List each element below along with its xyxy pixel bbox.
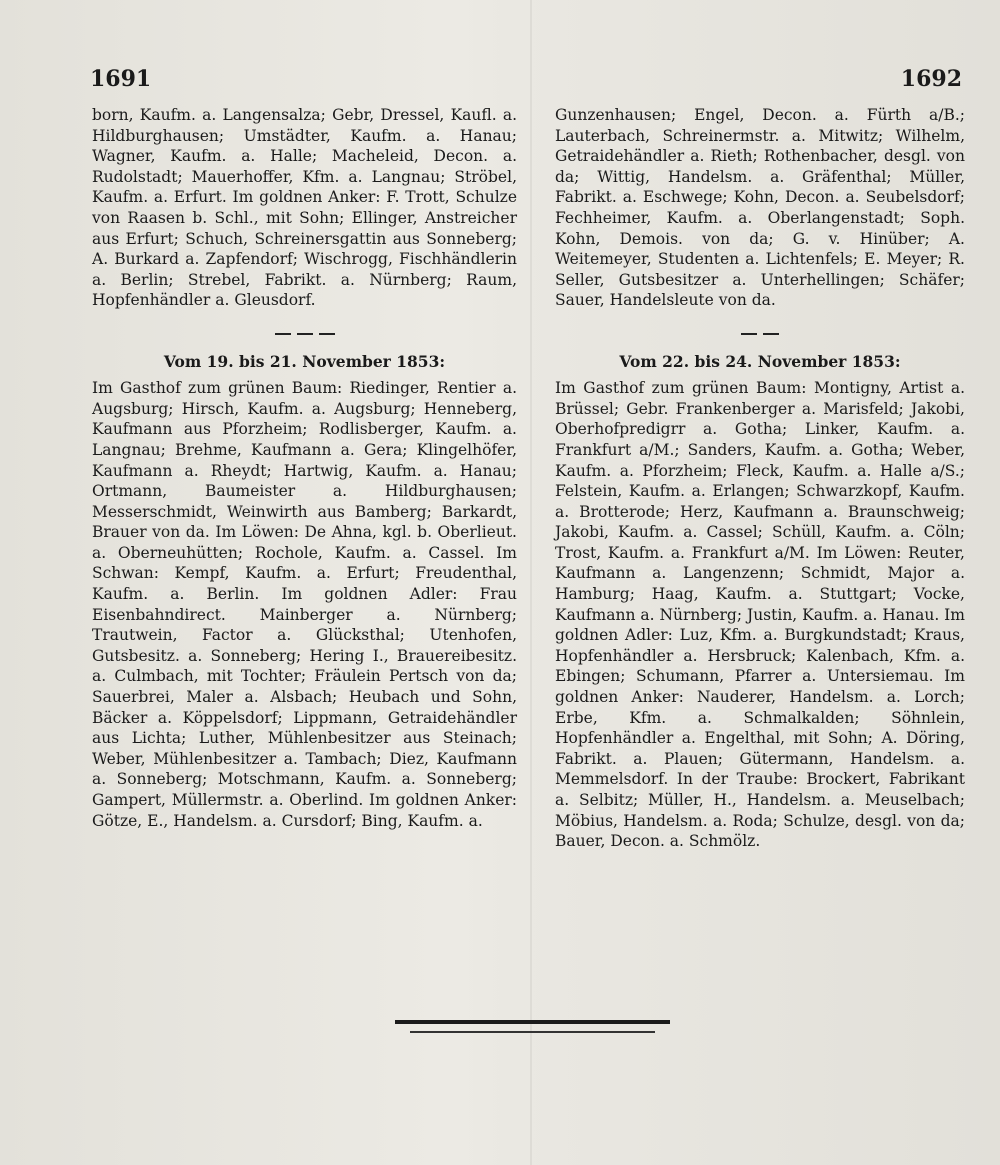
end-rule-thick — [395, 1020, 670, 1024]
left-section-heading: Vom 19. bis 21. November 1853: — [163, 351, 446, 371]
left-column — [92, 105, 517, 831]
page-number-left: 1691 — [90, 66, 152, 92]
section-separator — [92, 323, 517, 344]
page-fold — [530, 0, 532, 1165]
left-intro-paragraph: born, Kaufm. a. Langensalza; Gebr, Dressel, Kaufl. a. Hildburghausen; Umstädter, Kaufm. a. Hanau; Wagner, Kaufm. a. Halle; Macheleid, Decon. a. Rudolstadt; Mauerhoffer, Kfm. a. Langnau; Ströbel, Kaufm. a. Erfurt. Im goldnen Anker: F. Trott, Schulze von Raasen b. Schl., mit Sohn; Ellinger, Anstreicher aus Erfurt; Schuch, Schreinersgattin aus Sonneberg; A. Burkard a. Zapfendorf; Wischrogg, Fischhändlerin a. Berlin; Strebel, Fabrikt. a. Nürnberg; Raum, Hopfenhändler a. Gleusdorf. — [92, 106, 517, 310]
right-column — [555, 105, 965, 852]
left-section-paragraph: Im Gasthof zum grünen Baum: Riedinger, Rentier a. Augsburg; Hirsch, Kaufm. a. Augsburg; Henneberg, Kaufmann aus Pforzheim; Rodlisberger, Kaufm. a. Langnau; Brehme, Kaufmann a. Gera; Klingelhöfer, Kaufmann a. Rheydt; Hartwig, Kaufm. a. Hanau; Ortmann, Baumeister a. Hildburghausen; Messerschmidt, Weinwirth aus Bamberg; Barkardt, Brauer von da. Im Löwen: De Ahna, kgl. b. Oberlieut. a. Oberneuhütten; Rochole, Kaufm. a. Cassel. Im Schwan: Kempf, Kaufm. a. Erfurt; Freudenthal, Kaufm. a. Berlin. Im goldnen Adler: Frau Eisenbahndirect. Mainberger a. Nürnberg; Trautwein, Factor a. Glücksthal; Utenhofen, Gutsbesitz. a. Sonneberg; Hering I., Brauereibesitz. a. Culmbach, mit Tochter; Fräulein Pertsch von da; Sauerbrei, Maler a. Alsbach; Heubach und Sohn, Bäcker a. Köppelsdorf; Lippmann, Getraidehändler aus Lichta; Luther, Mühlenbesitzer aus Steinach; Weber, Mühlenbesitzer a. Tambach; Diez, Kaufmann a. Sonneberg; Motschmann, Kaufm. a. Sonneberg; Gampert, Müllermstr. a. Oberlind. Im goldnen Anker: Götze, E., Handelsm. a. Cursdorf; Bing, Kaufm. a. — [92, 379, 517, 830]
section-separator — [555, 323, 965, 344]
right-intro-paragraph: Gunzenhausen; Engel, Decon. a. Fürth a/B.; Lauterbach, Schreinermstr. a. Mitwitz; Wilhelm, Getraidehändler a. Rieth; Rothenbacher, desgl. von da; Wittig, Handelsm. a. Gräfenthal; Müller, Fabrikt. a. Eschwege; Kohn, Decon. a. Seubelsdorf; Fechheimer, Kaufm. a. Oberlangenstadt; Soph. Kohn, Demois. von da; G. v. Hinüber; A. Weitemeyer, Studenten a. Lichtenfels; E. Meyer; R. Seller, Gutsbesitzer a. Unterhellingen; Schäfer; Sauer, Handelsleute von da. — [555, 106, 965, 310]
right-section-heading: Vom 22. bis 24. November 1853: — [619, 351, 901, 371]
end-rule-thin — [410, 1031, 655, 1033]
page-number-right: 1692 — [900, 66, 962, 92]
right-section-paragraph: Im Gasthof zum grünen Baum: Montigny, Artist a. Brüssel; Gebr. Frankenberger a. Marisfeld; Jakobi, Oberhofpredigrr a. Gotha; Linker, Kaufm. a. Frankfurt a/M.; Sanders, Kaufm. a. Gotha; Weber, Kaufm. a. Pforzheim; Fleck, Kaufm. a. Halle a/S.; Felstein, Kaufm. a. Erlangen; Schwarzkopf, Kaufm. a. Brotterode; Herz, Kaufmann a. Braunschweig; Jakobi, Kaufm. a. Cassel; Schüll, Kaufm. a. Cöln; Trost, Kaufm. a. Frankfurt a/M. Im Löwen: Reuter, Kaufmann a. Langenzenn; Schmidt, Major a. Hamburg; Haag, Kaufm. a. Stuttgart; Vocke, Kaufmann a. Nürnberg; Justin, Kaufm. a. Hanau. Im goldnen Adler: Luz, Kfm. a. Burgkundstadt; Kraus, Hopfenhändler a. Hersbruck; Kalenbach, Kfm. a. Ebingen; Schumann, Pfarrer a. Untersiemau. Im goldnen Anker: Nauderer, Handelsm. a. Lorch; Erbe, Kfm. a. Schmalkalden; Söhnlein, Hopfenhändler a. Engelthal, mit Sohn; A. Döring, Fabrikt. a. Plauen; Gütermann, Handelsm. a. Memmelsdorf. In der Traube: Brockert, Fabrikant a. Selbitz; Müller, H., Handelsm. a. Meuselbach; Möbius, Handelsm. a. Roda; Schulze, desgl. von da; Bauer, Decon. a. Schmölz. — [555, 379, 965, 851]
